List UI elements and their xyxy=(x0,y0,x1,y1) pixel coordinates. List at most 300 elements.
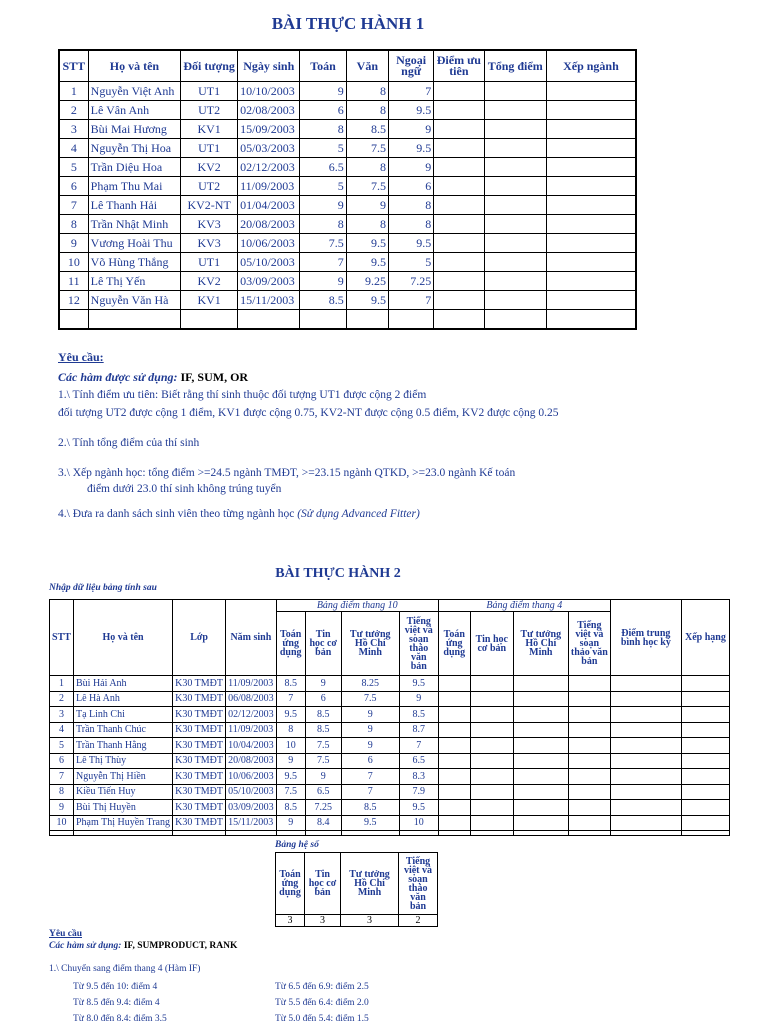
cell-rank[interactable] xyxy=(681,769,729,785)
cell-stt[interactable]: 5 xyxy=(50,738,74,754)
cell-foreign-language[interactable]: 8 xyxy=(388,196,433,215)
cell-class[interactable]: K30 TMĐT xyxy=(173,753,226,769)
cell-total-score[interactable] xyxy=(484,177,546,196)
cell-foreign-language[interactable]: 7.25 xyxy=(388,272,433,291)
cell-priority-score[interactable] xyxy=(434,215,484,234)
cell-birthdate[interactable]: 05/10/2003 xyxy=(238,253,300,272)
cell-literature[interactable]: 8 xyxy=(346,82,388,101)
cell-birthdate[interactable]: 02/08/2003 xyxy=(238,101,300,120)
cell-foreign-language[interactable]: 6 xyxy=(388,177,433,196)
cell-s10-basic-it[interactable]: 6 xyxy=(305,691,341,707)
cell-s4-ho-chi-minh[interactable] xyxy=(513,784,568,800)
col2-header-s10-basic-it[interactable]: Tin học cơ bản xyxy=(305,612,341,676)
cell-gpa[interactable] xyxy=(610,753,681,769)
cell-s10-ho-chi-minh[interactable]: 9 xyxy=(341,738,399,754)
col2-header-stt[interactable]: STT xyxy=(50,600,74,676)
cell-name[interactable]: Lê Vân Anh xyxy=(88,101,181,120)
cell-rank[interactable] xyxy=(681,722,729,738)
cell-birthdate[interactable]: 10/10/2003 xyxy=(238,82,300,101)
cell-stt[interactable]: 5 xyxy=(59,158,88,177)
cell-priority-score[interactable] xyxy=(434,253,484,272)
cell-stt[interactable]: 1 xyxy=(59,82,88,101)
cell-birthdate[interactable]: 01/04/2003 xyxy=(238,196,300,215)
cell-class[interactable]: K30 TMĐT xyxy=(173,769,226,785)
cell-s4-basic-it[interactable] xyxy=(470,738,513,754)
cell-class[interactable]: K30 TMĐT xyxy=(173,691,226,707)
col2-header-s10-ho-chi-minh[interactable]: Tư tưởng Hồ Chí Minh xyxy=(341,612,399,676)
cell-group[interactable]: UT2 xyxy=(181,177,238,196)
cell-name[interactable]: Trần Diệu Hoa xyxy=(88,158,181,177)
cell-rank[interactable] xyxy=(681,815,729,831)
cell-gpa[interactable] xyxy=(610,769,681,785)
cell-rank[interactable] xyxy=(681,784,729,800)
cell-math[interactable]: 7 xyxy=(300,253,346,272)
cell-stt[interactable]: 8 xyxy=(59,215,88,234)
cell-math[interactable]: 9 xyxy=(300,272,346,291)
cell-literature[interactable]: 9.5 xyxy=(346,291,388,310)
cell-s10-ho-chi-minh[interactable]: 9 xyxy=(341,707,399,723)
cell-rank[interactable] xyxy=(681,691,729,707)
cell-birth-year[interactable]: 06/08/2003 xyxy=(226,691,277,707)
cell-s10-vietnamese[interactable]: 6.5 xyxy=(399,753,438,769)
cell-literature[interactable]: 9 xyxy=(346,196,388,215)
col2-header-class[interactable]: Lớp xyxy=(173,600,226,676)
cell-s4-vietnamese[interactable] xyxy=(568,769,610,785)
cell-name[interactable]: Nguyễn Văn Hà xyxy=(88,291,181,310)
cell-stt[interactable]: 2 xyxy=(59,101,88,120)
cell-priority-score[interactable] xyxy=(434,101,484,120)
cell-s10-ho-chi-minh[interactable]: 9 xyxy=(341,722,399,738)
col-header-stt[interactable]: STT xyxy=(59,50,88,82)
cell-birth-year[interactable] xyxy=(226,831,277,836)
cell-priority-score[interactable] xyxy=(434,196,484,215)
col2-header-birth-year[interactable]: Năm sinh xyxy=(226,600,277,676)
cell-birthdate[interactable]: 15/09/2003 xyxy=(238,120,300,139)
cell-total-score[interactable] xyxy=(484,101,546,120)
cell-name[interactable]: Trần Thanh Chúc xyxy=(74,722,173,738)
cell-s10-ho-chi-minh[interactable] xyxy=(341,831,399,836)
cell-s4-vietnamese[interactable] xyxy=(568,815,610,831)
cell-name[interactable]: Nguyễn Thị Hiền xyxy=(74,769,173,785)
col-header-literature[interactable]: Văn xyxy=(346,50,388,82)
cell-foreign-language[interactable]: 5 xyxy=(388,253,433,272)
cell-name[interactable]: Kiều Tiến Huy xyxy=(74,784,173,800)
cell-gpa[interactable] xyxy=(610,831,681,836)
cell-foreign-language[interactable]: 9 xyxy=(388,120,433,139)
coef-basic-it[interactable]: 3 xyxy=(305,915,341,927)
cell-rank[interactable] xyxy=(681,707,729,723)
cell-group[interactable]: UT1 xyxy=(181,82,238,101)
cell-s10-applied-math[interactable]: 9 xyxy=(276,815,305,831)
col-header-priority-score[interactable]: Điểm ưu tiên xyxy=(434,50,484,82)
cell-s4-ho-chi-minh[interactable] xyxy=(513,707,568,723)
cell-major[interactable] xyxy=(546,82,636,101)
coef-ho-chi-minh[interactable]: 3 xyxy=(341,915,399,927)
cell-s4-applied-math[interactable] xyxy=(438,738,470,754)
cell-gpa[interactable] xyxy=(610,691,681,707)
cell-stt[interactable]: 3 xyxy=(59,120,88,139)
cell-name[interactable]: Tạ Linh Chi xyxy=(74,707,173,723)
cell-s4-applied-math[interactable] xyxy=(438,722,470,738)
cell-s10-applied-math[interactable] xyxy=(276,831,305,836)
cell-math[interactable]: 8.5 xyxy=(300,291,346,310)
cell-priority-score[interactable] xyxy=(434,82,484,101)
cell-major[interactable] xyxy=(546,120,636,139)
cell-major[interactable] xyxy=(546,310,636,330)
cell-name[interactable]: Võ Hùng Thắng xyxy=(88,253,181,272)
cell-gpa[interactable] xyxy=(610,738,681,754)
cell-group[interactable]: UT1 xyxy=(181,139,238,158)
cell-major[interactable] xyxy=(546,215,636,234)
cell-total-score[interactable] xyxy=(484,196,546,215)
cell-rank[interactable] xyxy=(681,676,729,692)
cell-math[interactable]: 9 xyxy=(300,82,346,101)
cell-name[interactable]: Bùi Hải Anh xyxy=(74,676,173,692)
cell-stt[interactable] xyxy=(59,310,88,330)
col-header-name[interactable]: Họ và tên xyxy=(88,50,181,82)
cell-literature[interactable]: 9.25 xyxy=(346,272,388,291)
cell-s10-applied-math[interactable]: 8.5 xyxy=(276,800,305,816)
cell-s10-applied-math[interactable]: 7 xyxy=(276,691,305,707)
cell-name[interactable]: Phạm Thu Mai xyxy=(88,177,181,196)
cell-stt[interactable]: 10 xyxy=(59,253,88,272)
cell-birth-year[interactable]: 11/09/2003 xyxy=(226,722,277,738)
cell-s10-basic-it[interactable] xyxy=(305,831,341,836)
cell-birth-year[interactable]: 03/09/2003 xyxy=(226,800,277,816)
cell-name[interactable]: Lê Thị Yến xyxy=(88,272,181,291)
cell-s4-basic-it[interactable] xyxy=(470,753,513,769)
cell-class[interactable]: K30 TMĐT xyxy=(173,722,226,738)
cell-math[interactable]: 9 xyxy=(300,196,346,215)
cell-total-score[interactable] xyxy=(484,234,546,253)
cell-math[interactable]: 5 xyxy=(300,139,346,158)
cell-group[interactable]: KV1 xyxy=(181,120,238,139)
cell-name[interactable]: Trần Thanh Hằng xyxy=(74,738,173,754)
cell-birthdate[interactable]: 10/06/2003 xyxy=(238,234,300,253)
cell-priority-score[interactable] xyxy=(434,234,484,253)
cell-s4-applied-math[interactable] xyxy=(438,676,470,692)
coef-header-applied-math[interactable]: Toán ứng dụng xyxy=(276,853,305,915)
col2-header-gpa[interactable]: Điểm trung bình học kỳ xyxy=(610,600,681,676)
cell-name[interactable]: Lê Thị Thùy xyxy=(74,753,173,769)
col2-header-name[interactable]: Họ và tên xyxy=(74,600,173,676)
cell-group[interactable]: KV3 xyxy=(181,215,238,234)
cell-name[interactable]: Trần Nhật Minh xyxy=(88,215,181,234)
cell-s10-vietnamese[interactable]: 8.7 xyxy=(399,722,438,738)
cell-literature[interactable]: 7.5 xyxy=(346,177,388,196)
cell-s10-applied-math[interactable]: 8 xyxy=(276,722,305,738)
cell-rank[interactable] xyxy=(681,831,729,836)
cell-stt[interactable]: 4 xyxy=(59,139,88,158)
cell-stt[interactable]: 10 xyxy=(50,815,74,831)
coef-header-vietnamese[interactable]: Tiếng việt và soạn thảo văn bản xyxy=(399,853,438,915)
cell-s4-basic-it[interactable] xyxy=(470,722,513,738)
cell-s10-basic-it[interactable]: 7.25 xyxy=(305,800,341,816)
cell-s4-ho-chi-minh[interactable] xyxy=(513,831,568,836)
cell-name[interactable]: Lê Hà Anh xyxy=(74,691,173,707)
cell-group[interactable]: KV2-NT xyxy=(181,196,238,215)
col2-header-s4-basic-it[interactable]: Tin học cơ bản xyxy=(470,612,513,676)
cell-s4-vietnamese[interactable] xyxy=(568,722,610,738)
cell-s10-applied-math[interactable]: 9 xyxy=(276,753,305,769)
cell-group[interactable]: KV1 xyxy=(181,291,238,310)
cell-s4-basic-it[interactable] xyxy=(470,707,513,723)
cell-major[interactable] xyxy=(546,291,636,310)
cell-math[interactable]: 6 xyxy=(300,101,346,120)
cell-s4-vietnamese[interactable] xyxy=(568,784,610,800)
col-header-group[interactable]: Đối tượng xyxy=(181,50,238,82)
cell-math[interactable]: 7.5 xyxy=(300,234,346,253)
cell-birth-year[interactable]: 10/06/2003 xyxy=(226,769,277,785)
cell-stt[interactable]: 6 xyxy=(59,177,88,196)
cell-s10-applied-math[interactable]: 9.5 xyxy=(276,707,305,723)
cell-s4-applied-math[interactable] xyxy=(438,691,470,707)
cell-total-score[interactable] xyxy=(484,158,546,177)
cell-total-score[interactable] xyxy=(484,310,546,330)
cell-name[interactable]: Lê Thanh Hải xyxy=(88,196,181,215)
cell-total-score[interactable] xyxy=(484,215,546,234)
cell-s4-ho-chi-minh[interactable] xyxy=(513,738,568,754)
cell-s10-applied-math[interactable]: 8.5 xyxy=(276,676,305,692)
cell-s4-ho-chi-minh[interactable] xyxy=(513,769,568,785)
cell-s10-basic-it[interactable]: 8.5 xyxy=(305,707,341,723)
cell-s4-vietnamese[interactable] xyxy=(568,676,610,692)
cell-s4-vietnamese[interactable] xyxy=(568,691,610,707)
col-header-major[interactable]: Xếp ngành xyxy=(546,50,636,82)
cell-s4-ho-chi-minh[interactable] xyxy=(513,722,568,738)
cell-name[interactable]: Bùi Thị Huyền xyxy=(74,800,173,816)
cell-class[interactable]: K30 TMĐT xyxy=(173,800,226,816)
cell-major[interactable] xyxy=(546,101,636,120)
cell-birthdate[interactable]: 20/08/2003 xyxy=(238,215,300,234)
cell-s10-ho-chi-minh[interactable]: 9.5 xyxy=(341,815,399,831)
cell-foreign-language[interactable]: 9 xyxy=(388,158,433,177)
cell-stt[interactable]: 12 xyxy=(59,291,88,310)
cell-s4-basic-it[interactable] xyxy=(470,815,513,831)
cell-priority-score[interactable] xyxy=(434,139,484,158)
cell-s10-applied-math[interactable]: 7.5 xyxy=(276,784,305,800)
cell-class[interactable]: K30 TMĐT xyxy=(173,707,226,723)
col2-header-s10-vietnamese[interactable]: Tiếng việt và soạn thảo văn bản xyxy=(399,612,438,676)
cell-total-score[interactable] xyxy=(484,253,546,272)
cell-major[interactable] xyxy=(546,158,636,177)
cell-priority-score[interactable] xyxy=(434,158,484,177)
cell-s10-ho-chi-minh[interactable]: 6 xyxy=(341,753,399,769)
cell-s4-applied-math[interactable] xyxy=(438,800,470,816)
cell-s10-basic-it[interactable]: 9 xyxy=(305,676,341,692)
cell-gpa[interactable] xyxy=(610,707,681,723)
cell-s4-basic-it[interactable] xyxy=(470,769,513,785)
cell-priority-score[interactable] xyxy=(434,291,484,310)
cell-s10-vietnamese[interactable]: 7 xyxy=(399,738,438,754)
cell-s10-vietnamese[interactable]: 8.5 xyxy=(399,707,438,723)
cell-birthdate[interactable]: 03/09/2003 xyxy=(238,272,300,291)
cell-math[interactable]: 8 xyxy=(300,120,346,139)
cell-literature[interactable]: 7.5 xyxy=(346,139,388,158)
cell-s4-ho-chi-minh[interactable] xyxy=(513,815,568,831)
cell-birthdate[interactable]: 15/11/2003 xyxy=(238,291,300,310)
cell-birthdate[interactable]: 11/09/2003 xyxy=(238,177,300,196)
cell-class[interactable]: K30 TMĐT xyxy=(173,784,226,800)
cell-birthdate[interactable]: 05/03/2003 xyxy=(238,139,300,158)
cell-total-score[interactable] xyxy=(484,120,546,139)
cell-class[interactable]: K30 TMĐT xyxy=(173,815,226,831)
col2-header-rank[interactable]: Xếp hạng xyxy=(681,600,729,676)
cell-s4-ho-chi-minh[interactable] xyxy=(513,753,568,769)
cell-stt[interactable]: 9 xyxy=(50,800,74,816)
cell-foreign-language[interactable] xyxy=(388,310,433,330)
cell-birthdate[interactable] xyxy=(238,310,300,330)
cell-major[interactable] xyxy=(546,253,636,272)
cell-class[interactable]: K30 TMĐT xyxy=(173,676,226,692)
col2-header-s4-ho-chi-minh[interactable]: Tư tưởng Hồ Chí Minh xyxy=(513,612,568,676)
cell-name[interactable]: Bùi Mai Hương xyxy=(88,120,181,139)
cell-name[interactable]: Nguyễn Việt Anh xyxy=(88,82,181,101)
cell-name[interactable] xyxy=(88,310,181,330)
cell-s10-vietnamese[interactable] xyxy=(399,831,438,836)
cell-group[interactable]: KV3 xyxy=(181,234,238,253)
cell-literature[interactable]: 8 xyxy=(346,215,388,234)
cell-foreign-language[interactable]: 7 xyxy=(388,291,433,310)
cell-s4-applied-math[interactable] xyxy=(438,769,470,785)
cell-total-score[interactable] xyxy=(484,272,546,291)
cell-stt[interactable]: 1 xyxy=(50,676,74,692)
col-header-birthdate[interactable]: Ngày sinh xyxy=(238,50,300,82)
cell-major[interactable] xyxy=(546,177,636,196)
cell-stt[interactable]: 4 xyxy=(50,722,74,738)
cell-s10-basic-it[interactable]: 7.5 xyxy=(305,738,341,754)
cell-total-score[interactable] xyxy=(484,291,546,310)
cell-gpa[interactable] xyxy=(610,722,681,738)
cell-foreign-language[interactable]: 8 xyxy=(388,215,433,234)
cell-s4-vietnamese[interactable] xyxy=(568,753,610,769)
cell-priority-score[interactable] xyxy=(434,272,484,291)
cell-s4-basic-it[interactable] xyxy=(470,676,513,692)
cell-s4-ho-chi-minh[interactable] xyxy=(513,676,568,692)
cell-birth-year[interactable]: 05/10/2003 xyxy=(226,784,277,800)
cell-s10-vietnamese[interactable]: 8.3 xyxy=(399,769,438,785)
cell-group[interactable]: KV2 xyxy=(181,272,238,291)
col2-header-s4-applied-math[interactable]: Toán ứng dụng xyxy=(438,612,470,676)
cell-s10-basic-it[interactable]: 8.4 xyxy=(305,815,341,831)
cell-s4-ho-chi-minh[interactable] xyxy=(513,800,568,816)
cell-gpa[interactable] xyxy=(610,800,681,816)
cell-birth-year[interactable]: 20/08/2003 xyxy=(226,753,277,769)
cell-literature[interactable]: 8 xyxy=(346,101,388,120)
cell-s10-ho-chi-minh[interactable]: 7.5 xyxy=(341,691,399,707)
cell-literature[interactable]: 8.5 xyxy=(346,120,388,139)
cell-major[interactable] xyxy=(546,272,636,291)
cell-math[interactable] xyxy=(300,310,346,330)
cell-stt[interactable]: 3 xyxy=(50,707,74,723)
cell-gpa[interactable] xyxy=(610,784,681,800)
coef-applied-math[interactable]: 3 xyxy=(276,915,305,927)
cell-birth-year[interactable]: 11/09/2003 xyxy=(226,676,277,692)
cell-foreign-language[interactable]: 7 xyxy=(388,82,433,101)
cell-rank[interactable] xyxy=(681,753,729,769)
cell-math[interactable]: 6.5 xyxy=(300,158,346,177)
cell-stt[interactable] xyxy=(50,831,74,836)
cell-total-score[interactable] xyxy=(484,139,546,158)
cell-s10-vietnamese[interactable]: 10 xyxy=(399,815,438,831)
coef-vietnamese[interactable]: 2 xyxy=(399,915,438,927)
cell-s10-vietnamese[interactable]: 9 xyxy=(399,691,438,707)
cell-s4-applied-math[interactable] xyxy=(438,707,470,723)
cell-s10-ho-chi-minh[interactable]: 8.5 xyxy=(341,800,399,816)
cell-s4-applied-math[interactable] xyxy=(438,831,470,836)
cell-s10-ho-chi-minh[interactable]: 8.25 xyxy=(341,676,399,692)
cell-literature[interactable]: 9.5 xyxy=(346,253,388,272)
cell-group[interactable] xyxy=(181,310,238,330)
cell-s10-applied-math[interactable]: 10 xyxy=(276,738,305,754)
cell-s10-vietnamese[interactable]: 9.5 xyxy=(399,800,438,816)
cell-name[interactable]: Phạm Thị Huyền Trang xyxy=(74,815,173,831)
cell-stt[interactable]: 2 xyxy=(50,691,74,707)
cell-s4-applied-math[interactable] xyxy=(438,784,470,800)
col2-header-s4-vietnamese[interactable]: Tiếng việt và soạn thảo văn bản xyxy=(568,612,610,676)
cell-foreign-language[interactable]: 9.5 xyxy=(388,101,433,120)
cell-name[interactable]: Nguyễn Thị Hoa xyxy=(88,139,181,158)
cell-s10-applied-math[interactable]: 9.5 xyxy=(276,769,305,785)
cell-s10-basic-it[interactable]: 9 xyxy=(305,769,341,785)
cell-foreign-language[interactable]: 9.5 xyxy=(388,139,433,158)
cell-s10-basic-it[interactable]: 7.5 xyxy=(305,753,341,769)
cell-class[interactable] xyxy=(173,831,226,836)
cell-gpa[interactable] xyxy=(610,676,681,692)
cell-group[interactable]: UT2 xyxy=(181,101,238,120)
cell-s4-basic-it[interactable] xyxy=(470,800,513,816)
col-header-math[interactable]: Toán xyxy=(300,50,346,82)
cell-major[interactable] xyxy=(546,196,636,215)
cell-stt[interactable]: 11 xyxy=(59,272,88,291)
coef-header-ho-chi-minh[interactable]: Tư tưởng Hồ Chí Minh xyxy=(341,853,399,915)
cell-priority-score[interactable] xyxy=(434,177,484,196)
cell-birthdate[interactable]: 02/12/2003 xyxy=(238,158,300,177)
cell-s4-basic-it[interactable] xyxy=(470,784,513,800)
cell-s10-ho-chi-minh[interactable]: 7 xyxy=(341,784,399,800)
cell-group[interactable]: UT1 xyxy=(181,253,238,272)
cell-literature[interactable]: 9.5 xyxy=(346,234,388,253)
cell-literature[interactable]: 8 xyxy=(346,158,388,177)
cell-stt[interactable]: 7 xyxy=(50,769,74,785)
col-header-total-score[interactable]: Tổng điểm xyxy=(484,50,546,82)
cell-birth-year[interactable]: 10/04/2003 xyxy=(226,738,277,754)
cell-name[interactable]: Vương Hoài Thu xyxy=(88,234,181,253)
cell-s4-applied-math[interactable] xyxy=(438,815,470,831)
cell-math[interactable]: 8 xyxy=(300,215,346,234)
cell-s10-basic-it[interactable]: 8.5 xyxy=(305,722,341,738)
cell-s10-vietnamese[interactable]: 9.5 xyxy=(399,676,438,692)
cell-s4-vietnamese[interactable] xyxy=(568,831,610,836)
cell-s4-vietnamese[interactable] xyxy=(568,738,610,754)
cell-s4-ho-chi-minh[interactable] xyxy=(513,691,568,707)
col-header-foreign-language[interactable]: Ngoại ngữ xyxy=(388,50,433,82)
cell-stt[interactable]: 7 xyxy=(59,196,88,215)
coef-header-basic-it[interactable]: Tin học cơ bản xyxy=(305,853,341,915)
col2-header-s10-applied-math[interactable]: Toán ứng dụng xyxy=(276,612,305,676)
cell-s10-ho-chi-minh[interactable]: 7 xyxy=(341,769,399,785)
cell-s10-basic-it[interactable]: 6.5 xyxy=(305,784,341,800)
cell-literature[interactable] xyxy=(346,310,388,330)
cell-foreign-language[interactable]: 9.5 xyxy=(388,234,433,253)
cell-s4-applied-math[interactable] xyxy=(438,753,470,769)
cell-name[interactable] xyxy=(74,831,173,836)
cell-total-score[interactable] xyxy=(484,82,546,101)
cell-major[interactable] xyxy=(546,234,636,253)
cell-birth-year[interactable]: 02/12/2003 xyxy=(226,707,277,723)
cell-s4-basic-it[interactable] xyxy=(470,691,513,707)
cell-s10-vietnamese[interactable]: 7.9 xyxy=(399,784,438,800)
